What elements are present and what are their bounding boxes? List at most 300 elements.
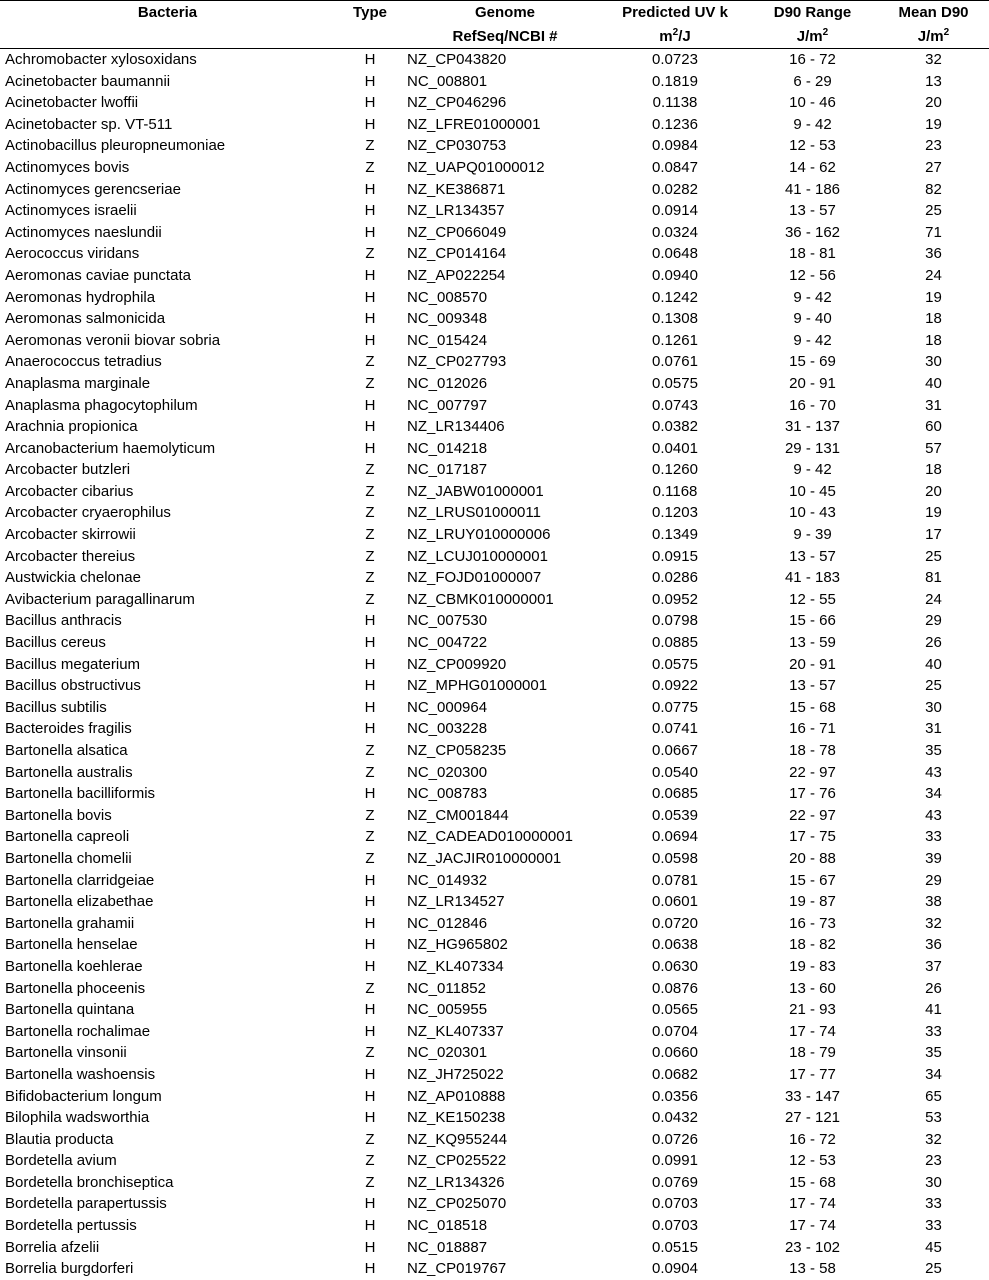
cell-type: H	[364, 72, 376, 90]
cell-d90-range: 12 - 53	[789, 1152, 836, 1170]
cell-genome: NZ_KE386871	[407, 180, 506, 198]
cell-mean-d90: 33	[925, 1195, 942, 1213]
cell-predicted-uv-k: 0.0575	[652, 655, 698, 673]
cell-type: H	[364, 677, 376, 695]
table-body	[0, 49, 989, 1280]
cell-mean-d90: 23	[925, 1152, 942, 1170]
cell-type: Z	[365, 828, 375, 846]
header-range-unit	[747, 26, 878, 49]
cell-type: Z	[365, 763, 375, 781]
cell-type: Z	[365, 158, 375, 176]
cell-genome: NC_017187	[407, 461, 488, 479]
cell-genome: NC_000964	[407, 698, 488, 716]
table-row	[0, 351, 989, 373]
cell-genome: NC_008570	[407, 288, 488, 306]
cell-mean-d90: 53	[925, 1109, 942, 1127]
cell-bacteria: Avibacterium paragallinarum	[5, 590, 195, 608]
cell-bacteria: Actinomyces gerencseriae	[5, 180, 181, 198]
cell-mean-d90: 26	[925, 634, 942, 652]
cell-mean-d90: 26	[925, 979, 942, 997]
cell-d90-range: 19 - 83	[789, 957, 836, 975]
cell-type: Z	[365, 1130, 375, 1148]
cell-predicted-uv-k: 0.1203	[652, 504, 698, 522]
cell-bacteria: Arachnia propionica	[5, 418, 138, 436]
uvk-unit-sup: 2	[672, 27, 679, 38]
cell-predicted-uv-k: 0.0703	[652, 1217, 698, 1235]
cell-d90-range: 16 - 70	[789, 396, 836, 414]
table-row	[0, 524, 989, 546]
cell-mean-d90: 27	[925, 158, 942, 176]
cell-predicted-uv-k: 0.0885	[652, 634, 698, 652]
cell-d90-range: 18 - 79	[789, 1044, 836, 1062]
cell-genome: NZ_CP046296	[407, 94, 507, 112]
table-row	[0, 762, 989, 784]
table-row	[0, 481, 989, 503]
cell-d90-range: 41 - 183	[784, 569, 841, 587]
table-row	[0, 243, 989, 265]
cell-mean-d90: 25	[925, 547, 942, 565]
table-row	[0, 913, 989, 935]
cell-type: H	[364, 1001, 376, 1019]
cell-bacteria: Aerococcus viridans	[5, 245, 140, 263]
cell-bacteria: Blautia producta	[5, 1130, 114, 1148]
cell-bacteria: Arcobacter cryaerophilus	[5, 504, 171, 522]
cell-type: H	[364, 180, 376, 198]
cell-genome: NZ_JABW01000001	[407, 482, 544, 500]
cell-d90-range: 16 - 71	[789, 720, 836, 738]
cell-type: Z	[365, 547, 375, 565]
cell-predicted-uv-k: 0.0401	[652, 439, 698, 457]
cell-type: Z	[365, 979, 375, 997]
cell-mean-d90: 17	[925, 526, 942, 544]
table-row	[0, 654, 989, 676]
cell-predicted-uv-k: 0.0704	[652, 1022, 698, 1040]
cell-mean-d90: 31	[925, 396, 942, 414]
cell-mean-d90: 20	[925, 94, 942, 112]
table-row	[0, 978, 989, 1000]
table-row	[0, 200, 989, 222]
cell-mean-d90: 19	[925, 115, 942, 133]
cell-d90-range: 9 - 42	[793, 331, 832, 349]
table-row	[0, 999, 989, 1021]
table-row	[0, 632, 989, 654]
cell-genome: NZ_KE150238	[407, 1109, 506, 1127]
cell-genome: NZ_LR134527	[407, 893, 505, 911]
cell-genome: NC_012846	[407, 914, 488, 932]
table-row	[0, 1172, 989, 1194]
cell-genome: NC_008801	[407, 72, 488, 90]
cell-predicted-uv-k: 0.0286	[652, 569, 698, 587]
cell-bacteria: Arcanobacterium haemolyticum	[5, 439, 216, 457]
cell-d90-range: 20 - 88	[789, 849, 836, 867]
cell-genome: NZ_CP025070	[407, 1195, 507, 1213]
cell-type: H	[364, 1217, 376, 1235]
cell-d90-range: 9 - 42	[793, 115, 832, 133]
cell-predicted-uv-k: 0.0324	[652, 223, 698, 241]
cell-mean-d90: 25	[925, 1260, 942, 1278]
cell-predicted-uv-k: 0.0940	[652, 266, 698, 284]
cell-predicted-uv-k: 0.0667	[652, 742, 698, 759]
cell-bacteria: Bacillus obstructivus	[5, 677, 141, 695]
cell-predicted-uv-k: 0.0660	[652, 1044, 698, 1062]
cell-bacteria: Bacillus anthracis	[5, 612, 122, 630]
cell-bacteria: Actinomyces naeslundii	[5, 223, 162, 241]
table-row	[0, 1215, 989, 1237]
cell-mean-d90: 30	[925, 698, 942, 716]
cell-predicted-uv-k: 0.0769	[652, 1173, 698, 1191]
cell-bacteria: Acinetobacter baumannii	[5, 72, 171, 90]
cell-bacteria: Bacillus subtilis	[5, 698, 107, 716]
header-type-blank	[335, 26, 405, 49]
cell-mean-d90: 43	[925, 763, 942, 781]
table-row	[0, 179, 989, 201]
cell-mean-d90: 18	[925, 310, 942, 328]
cell-predicted-uv-k: 0.0630	[652, 957, 698, 975]
cell-mean-d90: 30	[925, 353, 942, 371]
cell-d90-range: 16 - 72	[789, 51, 836, 68]
uvk-unit-tail: /J	[678, 28, 691, 45]
cell-predicted-uv-k: 0.1349	[652, 526, 698, 544]
cell-genome: NZ_UAPQ01000012	[407, 158, 545, 176]
cell-d90-range: 13 - 57	[789, 202, 836, 220]
table-row	[0, 783, 989, 805]
cell-d90-range: 15 - 66	[789, 612, 836, 630]
cell-type: Z	[365, 849, 375, 867]
cell-mean-d90: 35	[925, 742, 942, 759]
table-row	[0, 934, 989, 956]
table-row	[0, 697, 989, 719]
cell-mean-d90: 19	[925, 288, 942, 306]
table-row	[0, 459, 989, 481]
cell-bacteria: Austwickia chelonae	[5, 569, 141, 587]
cell-bacteria: Bacteroides fragilis	[5, 720, 132, 738]
header-predicted-uv-k: Predicted UV k	[622, 4, 728, 21]
cell-type: Z	[365, 569, 375, 587]
header-d90-range: D90 Range	[773, 4, 852, 21]
cell-genome: NZ_CP025522	[407, 1152, 507, 1170]
cell-predicted-uv-k: 0.0952	[652, 590, 698, 608]
cell-d90-range: 17 - 76	[789, 785, 836, 803]
table-row	[0, 1150, 989, 1172]
cell-type: Z	[365, 742, 375, 759]
cell-bacteria: Bartonella henselae	[5, 936, 138, 954]
cell-bacteria: Bartonella alsatica	[5, 742, 128, 759]
cell-type: H	[364, 1022, 376, 1040]
cell-d90-range: 12 - 53	[789, 137, 836, 155]
table-row	[0, 610, 989, 632]
cell-bacteria: Bartonella capreoli	[5, 828, 130, 846]
cell-d90-range: 14 - 62	[789, 158, 836, 176]
cell-mean-d90: 36	[925, 936, 942, 954]
cell-mean-d90: 45	[925, 1238, 942, 1256]
cell-mean-d90: 13	[925, 72, 942, 90]
cell-d90-range: 20 - 91	[789, 374, 836, 392]
cell-predicted-uv-k: 0.0598	[652, 849, 698, 867]
cell-mean-d90: 25	[925, 677, 942, 695]
cell-predicted-uv-k: 0.0282	[652, 180, 698, 198]
cell-type: H	[364, 310, 376, 328]
cell-mean-d90: 60	[925, 418, 942, 436]
cell-genome: NZ_LRUS01000011	[407, 504, 541, 522]
cell-mean-d90: 33	[925, 1022, 942, 1040]
cell-mean-d90: 23	[925, 137, 942, 155]
cell-predicted-uv-k: 0.0847	[652, 158, 698, 176]
cell-type: Z	[365, 353, 375, 371]
cell-type: Z	[365, 461, 375, 479]
cell-genome: NC_005955	[407, 1001, 488, 1019]
cell-d90-range: 13 - 60	[789, 979, 836, 997]
table-row	[0, 157, 989, 179]
cell-genome: NZ_CP014164	[407, 245, 507, 263]
cell-genome: NZ_HG965802	[407, 936, 508, 954]
table-row	[0, 416, 989, 438]
cell-predicted-uv-k: 0.1819	[652, 72, 698, 90]
cell-d90-range: 27 - 121	[784, 1109, 841, 1127]
table-row	[0, 92, 989, 114]
cell-genome: NZ_LR134406	[407, 418, 505, 436]
cell-bacteria: Anaplasma phagocytophilum	[5, 396, 198, 414]
cell-type: H	[364, 1195, 376, 1213]
cell-type: H	[364, 871, 376, 889]
cell-predicted-uv-k: 0.0991	[652, 1152, 698, 1170]
cell-predicted-uv-k: 0.1242	[652, 288, 698, 306]
table-row	[0, 1064, 989, 1086]
cell-bacteria: Aeromonas caviae punctata	[5, 266, 191, 284]
cell-bacteria: Bordetella bronchiseptica	[5, 1173, 174, 1191]
cell-predicted-uv-k: 0.0638	[652, 936, 698, 954]
cell-d90-range: 17 - 74	[789, 1022, 836, 1040]
cell-genome: NC_020300	[407, 763, 488, 781]
table-row	[0, 1258, 989, 1280]
cell-bacteria: Bartonella koehlerae	[5, 957, 143, 975]
cell-predicted-uv-k: 0.1138	[652, 94, 698, 112]
table-row	[0, 826, 989, 848]
cell-type: H	[364, 1238, 376, 1256]
cell-d90-range: 21 - 93	[789, 1001, 836, 1019]
cell-genome: NZ_CP027793	[407, 353, 507, 371]
cell-genome: NZ_LR134326	[407, 1173, 505, 1191]
cell-bacteria: Aeromonas salmonicida	[5, 310, 166, 328]
table-row	[0, 1086, 989, 1108]
cell-type: H	[364, 1109, 376, 1127]
table-row	[0, 805, 989, 827]
cell-d90-range: 15 - 68	[789, 1173, 836, 1191]
table-row	[0, 718, 989, 740]
cell-genome: NZ_LFRE01000001	[407, 115, 541, 133]
cell-genome: NC_012026	[407, 374, 488, 392]
cell-predicted-uv-k: 0.0685	[652, 785, 698, 803]
cell-d90-range: 10 - 45	[789, 482, 836, 500]
cell-mean-d90: 24	[925, 266, 942, 284]
cell-bacteria: Bartonella elizabethae	[5, 893, 154, 911]
cell-genome: NZ_LR134357	[407, 202, 505, 220]
cell-genome: NZ_CP066049	[407, 223, 507, 241]
cell-genome: NZ_FOJD01000007	[407, 569, 542, 587]
cell-mean-d90: 18	[925, 461, 942, 479]
cell-mean-d90: 36	[925, 245, 942, 263]
cell-predicted-uv-k: 0.0743	[652, 396, 698, 414]
cell-mean-d90: 31	[925, 720, 942, 738]
cell-mean-d90: 33	[925, 1217, 942, 1235]
cell-type: H	[364, 1260, 376, 1278]
cell-d90-range: 13 - 57	[789, 677, 836, 695]
cell-genome: NZ_JACJIR010000001	[407, 849, 562, 867]
cell-d90-range: 15 - 69	[789, 353, 836, 371]
cell-bacteria: Achromobacter xylosoxidans	[5, 51, 197, 68]
cell-bacteria: Bordetella pertussis	[5, 1217, 137, 1235]
cell-genome: NZ_CP009920	[407, 655, 507, 673]
table-row	[0, 1237, 989, 1259]
range-unit-base: J/m	[796, 28, 823, 45]
cell-d90-range: 16 - 72	[789, 1130, 836, 1148]
cell-mean-d90: 82	[925, 180, 942, 198]
cell-bacteria: Bartonella quintana	[5, 1001, 135, 1019]
table-row	[0, 740, 989, 762]
cell-d90-range: 20 - 91	[789, 655, 836, 673]
header-row-2	[0, 26, 989, 49]
cell-genome: NC_014218	[407, 439, 488, 457]
cell-d90-range: 22 - 97	[789, 806, 836, 824]
cell-genome: NZ_KL407334	[407, 957, 504, 975]
cell-mean-d90: 32	[925, 51, 942, 68]
cell-mean-d90: 43	[925, 806, 942, 824]
cell-bacteria: Actinomyces bovis	[5, 158, 130, 176]
cell-mean-d90: 32	[925, 914, 942, 932]
cell-type: H	[364, 115, 376, 133]
table-header	[0, 1, 989, 49]
cell-bacteria: Bordetella avium	[5, 1152, 117, 1170]
cell-bacteria: Bartonella rochalimae	[5, 1022, 151, 1040]
cell-genome: NC_020301	[407, 1044, 488, 1062]
cell-genome: NZ_CM001844	[407, 806, 509, 824]
cell-bacteria: Actinomyces israelii	[5, 202, 137, 220]
header-mean-unit	[878, 26, 989, 49]
table-row	[0, 135, 989, 157]
cell-type: Z	[365, 806, 375, 824]
cell-predicted-uv-k: 0.1260	[652, 461, 698, 479]
cell-mean-d90: 35	[925, 1044, 942, 1062]
cell-predicted-uv-k: 0.0781	[652, 871, 698, 889]
cell-bacteria: Acinetobacter sp. VT-511	[5, 115, 173, 133]
cell-d90-range: 10 - 43	[789, 504, 836, 522]
cell-d90-range: 9 - 42	[793, 461, 832, 479]
header-uvk-unit	[603, 26, 747, 49]
cell-bacteria: Arcobacter cibarius	[5, 482, 134, 500]
cell-mean-d90: 24	[925, 590, 942, 608]
table-row	[0, 222, 989, 244]
cell-predicted-uv-k: 0.0694	[652, 828, 698, 846]
cell-bacteria: Bordetella parapertussis	[5, 1195, 167, 1213]
cell-genome: NC_015424	[407, 331, 488, 349]
cell-bacteria: Bartonella vinsonii	[5, 1044, 127, 1062]
cell-predicted-uv-k: 0.0575	[652, 374, 698, 392]
cell-bacteria: Bilophila wadsworthia	[5, 1109, 150, 1127]
cell-bacteria: Bartonella bovis	[5, 806, 112, 824]
cell-genome: NC_008783	[407, 785, 488, 803]
cell-predicted-uv-k: 0.0382	[652, 418, 698, 436]
cell-d90-range: 9 - 39	[793, 526, 832, 544]
cell-bacteria: Borrelia burgdorferi	[5, 1260, 134, 1278]
cell-type: H	[364, 634, 376, 652]
cell-d90-range: 9 - 42	[793, 288, 832, 306]
cell-d90-range: 18 - 82	[789, 936, 836, 954]
cell-mean-d90: 57	[925, 439, 942, 457]
cell-predicted-uv-k: 0.0432	[652, 1109, 698, 1127]
cell-bacteria: Arcobacter butzleri	[5, 461, 131, 479]
table-row	[0, 567, 989, 589]
cell-bacteria: Arcobacter skirrowii	[5, 526, 136, 544]
cell-mean-d90: 38	[925, 893, 942, 911]
header-mean-d90: Mean D90	[898, 4, 969, 21]
mean-unit-sup: 2	[943, 27, 950, 38]
cell-predicted-uv-k: 0.1261	[652, 331, 698, 349]
cell-predicted-uv-k: 0.0356	[652, 1087, 698, 1105]
cell-genome: NZ_LRUY010000006	[407, 526, 551, 544]
cell-genome: NZ_LCUJ010000001	[407, 547, 548, 565]
cell-type: H	[364, 331, 376, 349]
cell-d90-range: 13 - 59	[789, 634, 836, 652]
cell-d90-range: 16 - 73	[789, 914, 836, 932]
cell-mean-d90: 34	[925, 785, 942, 803]
cell-mean-d90: 29	[925, 871, 942, 889]
table-row	[0, 502, 989, 524]
cell-type: H	[364, 202, 376, 220]
header-genome-refseq: RefSeq/NCBI #	[405, 26, 603, 49]
cell-genome: NC_007530	[407, 612, 488, 630]
cell-genome: NZ_KL407337	[407, 1022, 504, 1040]
table-row	[0, 1129, 989, 1151]
cell-type: H	[364, 1087, 376, 1105]
cell-genome: NC_011852	[407, 979, 486, 997]
cell-mean-d90: 41	[925, 1001, 942, 1019]
cell-predicted-uv-k: 0.0703	[652, 1195, 698, 1213]
table-row	[0, 49, 989, 71]
cell-type: H	[364, 893, 376, 911]
cell-type: H	[364, 418, 376, 436]
cell-mean-d90: 30	[925, 1173, 942, 1191]
cell-d90-range: 13 - 57	[789, 547, 836, 565]
cell-genome: NZ_CP043820	[407, 51, 507, 68]
cell-type: Z	[365, 504, 375, 522]
cell-bacteria: Bartonella bacilliformis	[5, 785, 156, 803]
cell-mean-d90: 71	[925, 223, 942, 241]
cell-genome: NZ_CBMK010000001	[407, 590, 554, 608]
cell-d90-range: 18 - 78	[789, 742, 836, 759]
uvk-unit-base: m	[659, 28, 673, 45]
table-row	[0, 373, 989, 395]
cell-type: H	[364, 439, 376, 457]
cell-predicted-uv-k: 0.0720	[652, 914, 698, 932]
cell-bacteria: Acinetobacter lwoffii	[5, 94, 139, 112]
cell-bacteria: Bartonella phoceenis	[5, 979, 146, 997]
cell-genome: NC_014932	[407, 871, 488, 889]
cell-d90-range: 9 - 40	[793, 310, 832, 328]
cell-d90-range: 12 - 56	[789, 266, 836, 284]
cell-d90-range: 41 - 186	[784, 180, 841, 198]
cell-mean-d90: 33	[925, 828, 942, 846]
table-row	[0, 287, 989, 309]
table-row	[0, 1021, 989, 1043]
table-row	[0, 675, 989, 697]
cell-bacteria: Bacillus megaterium	[5, 655, 141, 673]
cell-mean-d90: 18	[925, 331, 942, 349]
table-row	[0, 1107, 989, 1129]
cell-type: H	[364, 612, 376, 630]
cell-predicted-uv-k: 0.0682	[652, 1065, 698, 1083]
table-row	[0, 1193, 989, 1215]
header-genome: Genome	[474, 4, 535, 21]
header-bacteria: Bacteria	[137, 4, 198, 21]
